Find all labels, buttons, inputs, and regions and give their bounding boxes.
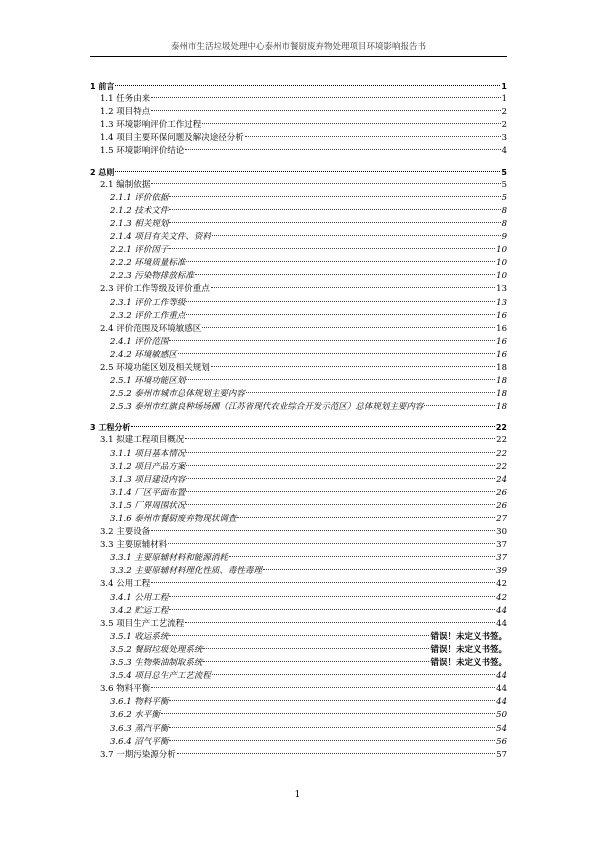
toc-entry-level-2[interactable] [90, 434, 507, 447]
toc-leader-dots [151, 110, 500, 111]
toc-page-number: 2 [501, 107, 507, 118]
toc-leader-dots [151, 183, 500, 184]
toc-page-number: 44 [496, 671, 507, 682]
toc-page-number: 26 [496, 487, 507, 498]
toc-entry-level-3[interactable] [90, 192, 507, 205]
toc-leader-dots [169, 596, 495, 597]
toc-bookmark-error: 错误！未定义书签。 [430, 644, 507, 655]
toc-entry-level-2[interactable] [90, 323, 507, 336]
toc-entry-title: 3.4.1 公用工程 [110, 592, 169, 603]
toc-leader-dots [185, 622, 495, 623]
toc-page-number: 26 [496, 500, 507, 511]
toc-leader-dots [131, 426, 495, 427]
toc-entry-title: 3.5 项目生产工艺流程 [100, 618, 185, 629]
toc-page-number: 44 [496, 605, 507, 616]
toc-page-number: 24 [496, 474, 507, 485]
toc-leader-dots [161, 713, 495, 714]
toc-page-number: 22 [496, 461, 507, 472]
toc-entry-title: 2.1.2 技术文件 [110, 205, 169, 216]
toc-page-number: 16 [496, 336, 507, 347]
toc-leader-dots [237, 517, 495, 518]
toc-page-number: 8 [501, 218, 507, 229]
toc-entry-title: 3.3.1 主要原辅材料和能源消耗 [110, 553, 228, 564]
toc-entry-title: 1 前言 [90, 82, 115, 91]
toc-entry-title: 2.1.4 项目有关文件、资料 [110, 232, 211, 243]
toc-entry-title: 3.6.3 蒸汽平衡 [110, 723, 169, 734]
toc-page-number: 16 [496, 310, 507, 321]
toc-entry-title: 2.4.1 评价范围 [110, 336, 169, 347]
toc-page-number: 5 [501, 179, 507, 190]
toc-entry-title: 3.1.1 项目基本情况 [110, 448, 186, 459]
toc-entry-title: 3.5.3 生物柴油制取系统 [110, 658, 203, 669]
toc-page-number: 18 [496, 362, 507, 373]
toc-entry-title: 3.5.1 收运系统 [110, 631, 169, 642]
toc-entry-level-3[interactable] [90, 670, 507, 683]
toc-leader-dots [169, 740, 495, 741]
toc-entry-level-3[interactable] [90, 349, 507, 362]
toc-leader-dots [169, 248, 495, 249]
toc-entry-level-2[interactable] [90, 618, 507, 631]
toc-page-number: 27 [496, 514, 507, 524]
toc-entry-level-2[interactable] [90, 93, 507, 106]
toc-page-number: 3 [501, 133, 507, 144]
toc-section-gap [90, 414, 507, 421]
toc-entry-title: 3.4 公用工程 [100, 579, 151, 590]
toc-leader-dots [151, 582, 495, 583]
toc-leader-dots [169, 727, 495, 728]
toc-page-number: 13 [496, 284, 507, 295]
toc-entry-title: 2.4.2 环境敏感区 [110, 349, 177, 360]
toc-entry-level-1[interactable] [90, 80, 507, 93]
toc-entry-level-2[interactable] [90, 145, 507, 158]
toc-page-number: 37 [496, 553, 507, 564]
toc-entry-level-3[interactable] [90, 644, 507, 657]
toc-entry-level-3[interactable] [90, 218, 507, 231]
toc-page-number: 18 [496, 389, 507, 400]
toc-entry-level-3[interactable] [90, 500, 507, 513]
toc-entry-level-3[interactable] [90, 244, 507, 257]
toc-entry-title: 3.1.5 厂界周围状况 [110, 500, 186, 511]
toc-leader-dots [203, 661, 429, 662]
toc-page-number: 50 [496, 710, 507, 721]
toc-entry-level-3[interactable] [90, 270, 507, 283]
toc-entry-title: 2.5.2 泰州市城市总体规划主要内容 [110, 389, 245, 400]
toc-entry-level-2[interactable] [90, 119, 507, 132]
toc-leader-dots [151, 530, 495, 531]
page-number: 1 [294, 790, 301, 800]
toc-leader-dots [169, 340, 495, 341]
toc-entry-title: 3.6.1 物料平衡 [110, 697, 169, 708]
toc-entry-title: 2 总则 [90, 167, 115, 177]
toc-leader-dots [169, 196, 500, 197]
toc-page-number: 18 [496, 402, 507, 413]
toc-entry-level-2[interactable] [90, 578, 507, 591]
toc-entry-title: 3.6.2 水平衡 [110, 710, 160, 721]
toc-entry-title: 3.1.6 泰州市餐厨废弃物现状调查 [110, 514, 237, 524]
toc-entry-title: 2.1.3 相关规划 [110, 218, 169, 229]
toc-leader-dots [169, 222, 500, 223]
toc-page-number: 9 [501, 232, 507, 243]
running-header: 泰州市生活垃圾处理中心泰州市餐厨废弃物处理项目环境影响报告书 [170, 42, 426, 52]
toc-entry-level-3[interactable] [90, 336, 507, 349]
toc-leader-dots [246, 392, 495, 393]
toc-page-number: 22 [496, 435, 507, 446]
toc-leader-dots [263, 569, 495, 570]
toc-entry-title: 3.6 物料平衡 [100, 684, 151, 695]
toc-page-number: 44 [496, 697, 507, 708]
toc-entry-level-3[interactable] [90, 401, 507, 414]
toc-entry-level-3[interactable] [90, 375, 507, 388]
toc-leader-dots [424, 405, 495, 406]
toc-page-number: 16 [496, 323, 507, 334]
toc-leader-dots [115, 171, 500, 172]
toc-entry-level-3[interactable] [90, 552, 507, 565]
toc-leader-dots [186, 379, 495, 380]
toc-entry-level-3[interactable] [90, 297, 507, 310]
toc-entry-level-3[interactable] [90, 231, 507, 244]
toc-entry-title: 3.3 主要原辅材料 [100, 540, 168, 551]
toc-page-number: 30 [496, 527, 507, 538]
toc-entry-title: 3.2 主要设备 [100, 527, 151, 538]
toc-page-number: 18 [496, 376, 507, 387]
toc-entry-level-2[interactable] [90, 749, 507, 762]
toc-entry-level-2[interactable] [90, 683, 507, 696]
toc-page-number: 5 [501, 192, 507, 203]
toc-entry-level-3[interactable] [90, 565, 507, 578]
toc-entry-level-3[interactable] [90, 205, 507, 218]
toc-entry-level-2[interactable] [90, 283, 507, 296]
toc-bookmark-error: 错误！未定义书签。 [430, 658, 507, 669]
toc-entry-level-3[interactable] [90, 736, 507, 749]
toc-page-number: 16 [496, 349, 507, 360]
toc-entry-level-3[interactable] [90, 474, 507, 487]
toc-leader-dots [212, 674, 495, 675]
toc-entry-title: 2.5.1 环境功能区划 [110, 376, 186, 387]
toc-entry-level-1[interactable] [90, 421, 507, 434]
toc-page-number: 5 [501, 167, 507, 177]
toc-entry-level-3[interactable] [90, 461, 507, 474]
toc-entry-level-3[interactable] [90, 257, 507, 270]
toc-page-number: 42 [496, 579, 507, 590]
toc-leader-dots [169, 635, 429, 636]
toc-leader-dots [115, 85, 500, 86]
toc-page-number: 54 [496, 723, 507, 734]
toc-leader-dots [203, 648, 429, 649]
toc-leader-dots [169, 209, 500, 210]
toc-leader-dots [202, 123, 500, 124]
toc-entry-title: 2.5 环境功能区划及相关规划 [100, 362, 210, 373]
toc-entry-title: 3.1 拟建工程项目概况 [100, 435, 185, 446]
toc-page-number: 56 [496, 736, 507, 747]
toc-entry-level-3[interactable] [90, 487, 507, 500]
toc-section-gap [90, 159, 507, 166]
toc-entry-level-2[interactable] [90, 132, 507, 145]
toc-entry-level-2[interactable] [90, 179, 507, 192]
toc-entry-title: 2.5.3 泰州市红旗良种场场圃（江苏省现代农业综合开发示范区）总体规划主要内容 [110, 402, 424, 413]
toc-entry-level-3[interactable] [90, 388, 507, 401]
toc-leader-dots [212, 235, 501, 236]
toc-leader-dots [177, 753, 495, 754]
toc-leader-dots [186, 261, 495, 262]
toc-entry-title: 2.1.1 评价依据 [110, 192, 169, 203]
toc-entry-level-2[interactable] [90, 539, 507, 552]
toc-leader-dots [211, 366, 495, 367]
toc-page-number: 39 [496, 566, 507, 577]
toc-leader-dots [185, 438, 495, 439]
toc-page-number: 37 [496, 540, 507, 551]
toc-entry-title: 2.3.1 评价工作等级 [110, 297, 186, 308]
toc-entry-title: 2.3 评价工作等级及评价重点 [100, 284, 210, 295]
toc-entry-title: 1.2 项目特点 [100, 107, 151, 118]
toc-entry-level-3[interactable] [90, 709, 507, 722]
toc-entry-title: 3.5.2 餐厨垃圾处理系统 [110, 644, 203, 655]
toc-leader-dots [151, 687, 495, 688]
toc-entry-title: 3.4.2 贮运工程 [110, 605, 169, 616]
toc-entry-title: 2.2.2 环境质量标准 [110, 258, 186, 269]
toc-page-number: 2 [501, 120, 507, 131]
toc-page-number: 22 [495, 423, 507, 433]
toc-page-number: 10 [496, 271, 507, 282]
table-of-contents [90, 80, 507, 762]
toc-entry-title: 3.7 一期污染源分析 [100, 749, 176, 760]
toc-entry-title: 3.3.2 主要原辅材料理化性质、毒性毒理 [110, 566, 262, 577]
toc-leader-dots [169, 609, 495, 610]
toc-leader-dots [245, 136, 501, 137]
toc-entry-title: 3.6.4 沼气平衡 [110, 736, 169, 747]
toc-entry-title: 1.3 环境影响评价工作过程 [100, 120, 202, 131]
toc-entry-level-3[interactable] [90, 657, 507, 670]
toc-entry-level-2[interactable] [90, 362, 507, 375]
toc-leader-dots [211, 287, 495, 288]
toc-entry-level-3[interactable] [90, 696, 507, 709]
toc-entry-title: 3.1.3 项目建设内容 [110, 474, 186, 485]
toc-page-number: 22 [496, 448, 507, 459]
toc-entry-level-3[interactable] [90, 310, 507, 323]
toc-bookmark-error: 错误！未定义书签。 [430, 631, 507, 642]
toc-entry-level-3[interactable] [90, 631, 507, 644]
toc-entry-title: 1.1 任务由来 [100, 94, 151, 105]
toc-entry-title: 2.4 评价范围及环境敏感区 [100, 323, 202, 334]
toc-leader-dots [178, 353, 495, 354]
toc-entry-title: 2.2.3 污染物排放标准 [110, 271, 194, 282]
toc-entry-title: 2.2.1 评价因子 [110, 245, 169, 256]
toc-leader-dots [195, 274, 495, 275]
toc-entry-title: 1.4 项目主要环保问题及解决途径分析 [100, 133, 244, 144]
toc-entry-level-3[interactable] [90, 513, 507, 526]
toc-page-number: 10 [496, 258, 507, 269]
toc-leader-dots [186, 314, 495, 315]
toc-entry-title: 3.5.4 项目总生产工艺流程 [110, 671, 211, 682]
toc-leader-dots [202, 327, 495, 328]
toc-page-number: 42 [496, 592, 507, 603]
toc-entry-level-3[interactable] [90, 448, 507, 461]
toc-leader-dots [186, 504, 495, 505]
toc-leader-dots [186, 465, 495, 466]
toc-page-number: 8 [501, 205, 507, 216]
toc-entry-title: 3.1.4 厂区平面布置 [110, 487, 186, 498]
toc-entry-level-2[interactable] [90, 106, 507, 119]
toc-page-number: 44 [496, 618, 507, 629]
header-rule [90, 56, 507, 57]
toc-entry-title: 1.5 环境影响评价结论 [100, 146, 185, 157]
toc-leader-dots [151, 97, 500, 98]
toc-page-number: 1 [501, 94, 507, 105]
toc-page-number: 1 [501, 82, 507, 91]
toc-leader-dots [185, 149, 500, 150]
toc-entry-level-3[interactable] [90, 592, 507, 605]
toc-leader-dots [169, 700, 495, 701]
toc-entry-title: 3 工程分析 [90, 423, 131, 433]
toc-entry-level-3[interactable] [90, 605, 507, 618]
toc-page-number: 10 [496, 245, 507, 256]
toc-leader-dots [186, 452, 495, 453]
toc-leader-dots [186, 491, 495, 492]
toc-entry-level-3[interactable] [90, 723, 507, 736]
toc-leader-dots [168, 543, 495, 544]
toc-leader-dots [186, 478, 495, 479]
toc-entry-level-1[interactable] [90, 166, 507, 179]
toc-page-number: 44 [496, 684, 507, 695]
toc-leader-dots [186, 301, 495, 302]
toc-entry-title: 2.3.2 评价工作重点 [110, 310, 186, 321]
toc-page-number: 4 [501, 146, 507, 157]
toc-leader-dots [229, 556, 495, 557]
toc-entry-level-2[interactable] [90, 526, 507, 539]
toc-page-number: 13 [496, 297, 507, 308]
toc-entry-title: 3.1.2 项目产品方案 [110, 461, 186, 472]
toc-page-number: 57 [496, 749, 507, 760]
toc-entry-title: 2.1 编制依据 [100, 179, 151, 190]
